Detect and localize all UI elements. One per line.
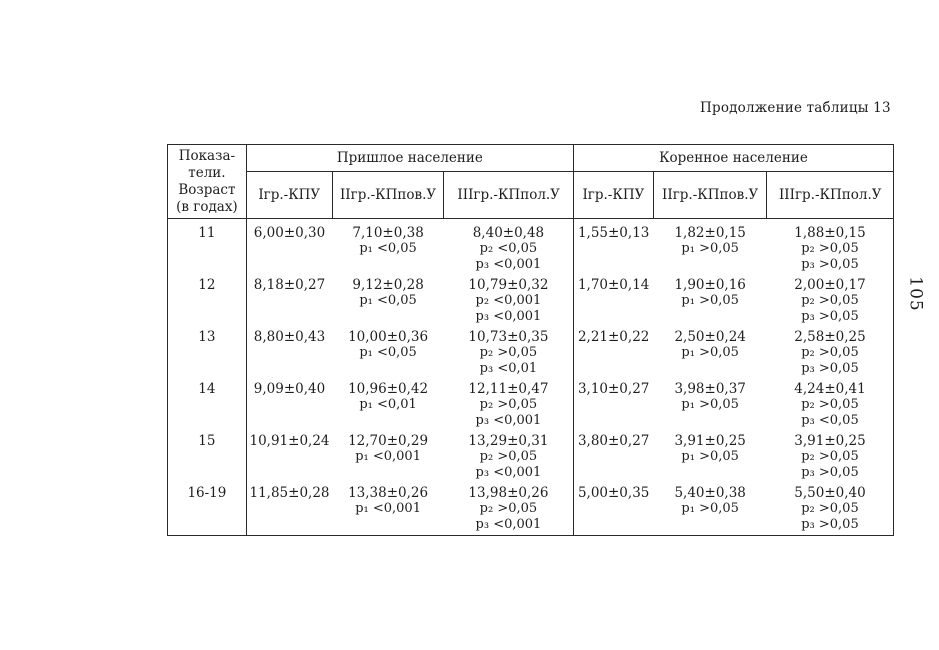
column-header: IIгр.-КПпов.У xyxy=(332,172,444,219)
data-cell xyxy=(444,485,574,533)
table-row xyxy=(168,381,894,429)
data-cell xyxy=(653,485,767,533)
row-header-line: тели. xyxy=(188,164,226,181)
cell-p-value: p₂ >0,05 xyxy=(479,397,538,412)
cell-p-value: p₁ >0,05 xyxy=(681,241,739,256)
cell-mean-value: 8,18±0,27 xyxy=(253,277,326,293)
cell-mean-value: 1,55±0,13 xyxy=(577,225,650,241)
data-cell xyxy=(573,329,653,377)
age-cell xyxy=(168,433,247,481)
cell-mean-value: 3,91±0,25 xyxy=(794,433,866,449)
spacer-cell xyxy=(573,533,653,536)
row-spacer xyxy=(168,533,894,536)
data-cell xyxy=(767,219,894,274)
page-number: 105 xyxy=(905,276,926,312)
table-body xyxy=(168,219,894,536)
spacer-cell xyxy=(767,533,894,536)
cell-p-value: p₁ <0,001 xyxy=(355,449,421,464)
cell-p-value: p₁ <0,05 xyxy=(359,345,417,360)
cell-p-value: p₂ <0,001 xyxy=(475,293,542,308)
data-table xyxy=(167,144,894,536)
cell-mean-value: 4,24±0,41 xyxy=(794,381,866,397)
cell-p-value: p₂ >0,05 xyxy=(801,501,859,516)
age-value: 11 xyxy=(198,225,216,241)
cell-p-value: p₂ >0,05 xyxy=(801,241,859,256)
cell-p-value: p₂ <0,05 xyxy=(479,241,538,256)
data-cell xyxy=(444,433,574,481)
table-row xyxy=(168,433,894,481)
data-cell xyxy=(573,277,653,325)
data-cell xyxy=(246,433,332,481)
data-cell xyxy=(332,219,444,274)
spacer-cell xyxy=(332,533,444,536)
cell-p-value: p₃ >0,05 xyxy=(801,465,859,480)
table-row xyxy=(168,219,894,274)
cell-mean-value: 5,00±0,35 xyxy=(577,485,650,501)
group-header-native: Коренное население xyxy=(573,145,893,172)
age-value: 16-19 xyxy=(187,485,227,501)
data-cell xyxy=(767,433,894,481)
cell-mean-value: 3,80±0,27 xyxy=(577,433,650,449)
data-cell xyxy=(653,329,767,377)
table-row xyxy=(168,329,894,377)
cell-mean-value: 9,12±0,28 xyxy=(352,277,424,293)
spacer-cell xyxy=(246,533,332,536)
cell-mean-value: 8,80±0,43 xyxy=(253,329,326,345)
age-value: 12 xyxy=(198,277,216,293)
cell-mean-value: 10,00±0,36 xyxy=(348,329,429,345)
data-cell xyxy=(767,485,894,533)
cell-p-value: p₃ <0,001 xyxy=(475,517,542,532)
age-cell xyxy=(168,381,247,429)
cell-p-value: p₃ <0,001 xyxy=(475,257,542,272)
cell-mean-value: 12,70±0,29 xyxy=(348,433,429,449)
row-header-line: (в годах) xyxy=(176,198,238,215)
data-cell xyxy=(444,329,574,377)
cell-p-value: p₂ >0,05 xyxy=(801,293,859,308)
cell-p-value: p₁ >0,05 xyxy=(681,293,739,308)
cell-mean-value: 1,70±0,14 xyxy=(577,277,650,293)
age-cell xyxy=(168,277,247,325)
cell-p-value: p₃ >0,05 xyxy=(801,517,859,532)
cell-mean-value: 7,10±0,38 xyxy=(352,225,424,241)
data-cell xyxy=(332,329,444,377)
cell-mean-value: 3,98±0,37 xyxy=(674,381,746,397)
data-cell xyxy=(332,277,444,325)
cell-mean-value: 10,79±0,32 xyxy=(468,277,549,293)
cell-mean-value: 6,00±0,30 xyxy=(253,225,326,241)
cell-p-value: p₃ >0,05 xyxy=(801,361,859,376)
cell-p-value: p₂ >0,05 xyxy=(479,449,538,464)
data-cell xyxy=(653,433,767,481)
cell-p-value: p₁ <0,05 xyxy=(359,241,417,256)
cell-mean-value: 2,58±0,25 xyxy=(794,329,866,345)
column-header: Iгр.-КПУ xyxy=(246,172,332,219)
data-cell xyxy=(573,219,653,274)
cell-p-value: p₃ <0,05 xyxy=(801,413,859,428)
data-cell xyxy=(653,277,767,325)
table-row xyxy=(168,277,894,325)
data-cell xyxy=(246,219,332,274)
age-cell xyxy=(168,219,247,274)
column-header: IIIгр.-КПпол.У xyxy=(444,172,574,219)
row-header-line: Показа- xyxy=(178,147,236,164)
data-cell xyxy=(573,381,653,429)
cell-p-value: p₁ >0,05 xyxy=(681,345,739,360)
cell-p-value: p₂ >0,05 xyxy=(479,345,538,360)
data-cell xyxy=(767,381,894,429)
cell-p-value: p₁ <0,001 xyxy=(355,501,421,516)
cell-mean-value: 2,00±0,17 xyxy=(794,277,866,293)
column-header: Iгр.-КПУ xyxy=(573,172,653,219)
data-cell xyxy=(246,329,332,377)
cell-p-value: p₂ >0,05 xyxy=(801,449,859,464)
row-header-cell xyxy=(168,145,247,219)
cell-mean-value: 8,40±0,48 xyxy=(472,225,545,241)
cell-mean-value: 13,29±0,31 xyxy=(468,433,549,449)
cell-p-value: p₃ <0,001 xyxy=(475,413,542,428)
data-cell xyxy=(332,381,444,429)
cell-p-value: p₃ >0,05 xyxy=(801,309,859,324)
cell-p-value: p₁ <0,01 xyxy=(359,397,417,412)
group-header-migrant: Пришлое население xyxy=(246,145,573,172)
age-value: 15 xyxy=(198,433,216,449)
data-cell xyxy=(332,485,444,533)
age-value: 14 xyxy=(198,381,216,397)
cell-mean-value: 1,88±0,15 xyxy=(794,225,866,241)
table-row xyxy=(168,485,894,533)
spacer-cell xyxy=(653,533,767,536)
cell-mean-value: 1,90±0,16 xyxy=(674,277,746,293)
cell-mean-value: 5,40±0,38 xyxy=(674,485,746,501)
cell-mean-value: 10,96±0,42 xyxy=(348,381,429,397)
cell-mean-value: 3,10±0,27 xyxy=(577,381,650,397)
cell-p-value: p₂ >0,05 xyxy=(479,501,538,516)
cell-p-value: p₁ <0,05 xyxy=(359,293,417,308)
cell-mean-value: 11,85±0,28 xyxy=(249,485,330,501)
age-cell xyxy=(168,329,247,377)
spacer-cell xyxy=(168,533,247,536)
age-value: 13 xyxy=(198,329,216,345)
table-caption: Продолжение таблицы 13 xyxy=(700,100,891,116)
data-cell xyxy=(444,219,574,274)
cell-p-value: p₃ <0,001 xyxy=(475,465,542,480)
data-cell xyxy=(573,485,653,533)
cell-mean-value: 2,21±0,22 xyxy=(577,329,650,345)
cell-p-value: p₃ >0,05 xyxy=(801,257,859,272)
data-cell xyxy=(767,329,894,377)
cell-p-value: p₁ >0,05 xyxy=(681,449,739,464)
data-cell xyxy=(444,277,574,325)
cell-p-value: p₂ >0,05 xyxy=(801,397,859,412)
cell-mean-value: 13,98±0,26 xyxy=(468,485,549,501)
cell-mean-value: 2,50±0,24 xyxy=(674,329,746,345)
spacer-cell xyxy=(444,533,574,536)
cell-mean-value: 10,73±0,35 xyxy=(468,329,549,345)
data-cell xyxy=(444,381,574,429)
data-cell xyxy=(246,277,332,325)
data-cell xyxy=(653,381,767,429)
cell-mean-value: 9,09±0,40 xyxy=(253,381,326,397)
data-cell xyxy=(573,433,653,481)
cell-p-value: p₃ <0,01 xyxy=(479,361,538,376)
cell-mean-value: 3,91±0,25 xyxy=(674,433,746,449)
column-header: IIIгр.-КПпол.У xyxy=(767,172,894,219)
data-cell xyxy=(767,277,894,325)
data-cell xyxy=(246,381,332,429)
data-cell xyxy=(332,433,444,481)
age-cell xyxy=(168,485,247,533)
cell-p-value: p₁ >0,05 xyxy=(681,501,739,516)
row-header-line: Возраст xyxy=(178,181,236,198)
data-cell xyxy=(653,219,767,274)
cell-mean-value: 13,38±0,26 xyxy=(348,485,429,501)
cell-mean-value: 1,82±0,15 xyxy=(674,225,746,241)
cell-p-value: p₁ >0,05 xyxy=(681,397,739,412)
cell-mean-value: 12,11±0,47 xyxy=(468,381,549,397)
column-header: IIгр.-КПпов.У xyxy=(653,172,767,219)
cell-mean-value: 10,91±0,24 xyxy=(249,433,330,449)
data-cell xyxy=(246,485,332,533)
cell-p-value: p₂ >0,05 xyxy=(801,345,859,360)
cell-p-value: p₃ <0,001 xyxy=(475,309,542,324)
cell-mean-value: 5,50±0,40 xyxy=(794,485,866,501)
